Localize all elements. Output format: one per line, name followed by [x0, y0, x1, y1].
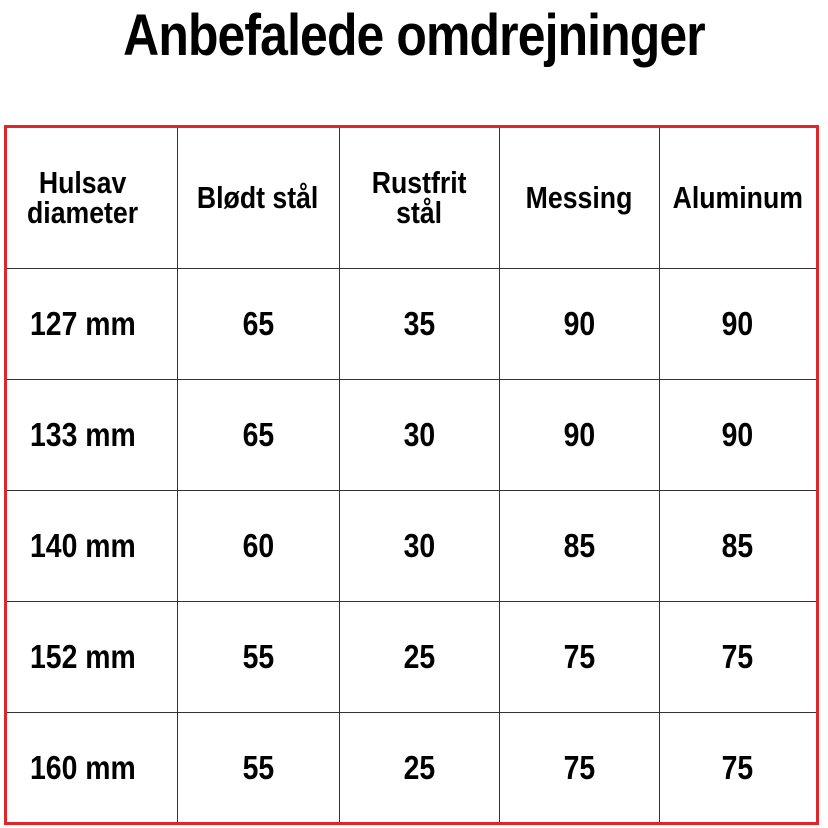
table-cell [339, 712, 499, 823]
table-row [7, 712, 816, 823]
diameter-cell [7, 490, 177, 601]
cell-value: 90 [563, 304, 595, 342]
table-cell [659, 490, 816, 601]
table-cell [339, 268, 499, 379]
diameter-cell [7, 712, 177, 823]
table-cell [177, 712, 339, 823]
diameter-cell [7, 379, 177, 490]
cell-value: 25 [403, 637, 435, 675]
rpm-table-frame [4, 125, 819, 825]
cell-value: 75 [563, 637, 595, 675]
table-row [7, 379, 816, 490]
table-cell [177, 490, 339, 601]
cell-value: 75 [721, 637, 754, 675]
table-cell [177, 601, 339, 712]
page-title: Anbefalede omdrejninger [123, 2, 705, 68]
cell-value: 75 [721, 748, 754, 786]
table-cell [177, 268, 339, 379]
table-cell [339, 379, 499, 490]
table-header-row [7, 128, 816, 268]
table-cell [499, 601, 659, 712]
table-cell [339, 601, 499, 712]
cell-value: 60 [242, 526, 274, 564]
table-cell [659, 379, 816, 490]
diameter-cell [7, 601, 177, 712]
header-cell-mild-steel [177, 128, 339, 268]
table-cell [339, 490, 499, 601]
diameter-cell [7, 268, 177, 379]
rpm-table [7, 128, 816, 823]
cell-value: 140 mm [30, 526, 136, 564]
table-row [7, 268, 816, 379]
cell-value: 30 [403, 526, 435, 564]
cell-value: 152 mm [30, 637, 136, 675]
cell-value: 85 [721, 526, 754, 564]
table-row [7, 490, 816, 601]
header-label: Messing [525, 179, 633, 215]
table-cell [499, 268, 659, 379]
header-cell-stainless-steel [339, 128, 499, 268]
cell-value: 75 [563, 748, 595, 786]
header-label: Blødt stål [197, 179, 319, 215]
cell-value: 133 mm [30, 415, 136, 453]
cell-value: 127 mm [30, 304, 136, 342]
header-label: Rustfrit stål [371, 164, 467, 230]
cell-value: 90 [721, 304, 754, 342]
cell-value: 90 [721, 415, 754, 453]
table-cell [499, 712, 659, 823]
cell-value: 25 [403, 748, 435, 786]
header-label: Aluminum [672, 179, 803, 215]
cell-value: 35 [403, 304, 435, 342]
header-cell-brass [499, 128, 659, 268]
table-cell [659, 712, 816, 823]
table-row [7, 601, 816, 712]
table-cell [499, 379, 659, 490]
cell-value: 160 mm [30, 748, 136, 786]
cell-value: 65 [242, 415, 274, 453]
header-cell-aluminum [659, 128, 816, 268]
cell-value: 55 [242, 637, 274, 675]
cell-value: 65 [242, 304, 274, 342]
table-cell [659, 601, 816, 712]
cell-value: 90 [563, 415, 595, 453]
header-cell-diameter [7, 128, 177, 268]
table-cell [659, 268, 816, 379]
table-cell [177, 379, 339, 490]
cell-value: 85 [563, 526, 595, 564]
cell-value: 30 [403, 415, 435, 453]
header-label: Hulsav diameter [27, 164, 139, 230]
cell-value: 55 [242, 748, 274, 786]
table-cell [499, 490, 659, 601]
